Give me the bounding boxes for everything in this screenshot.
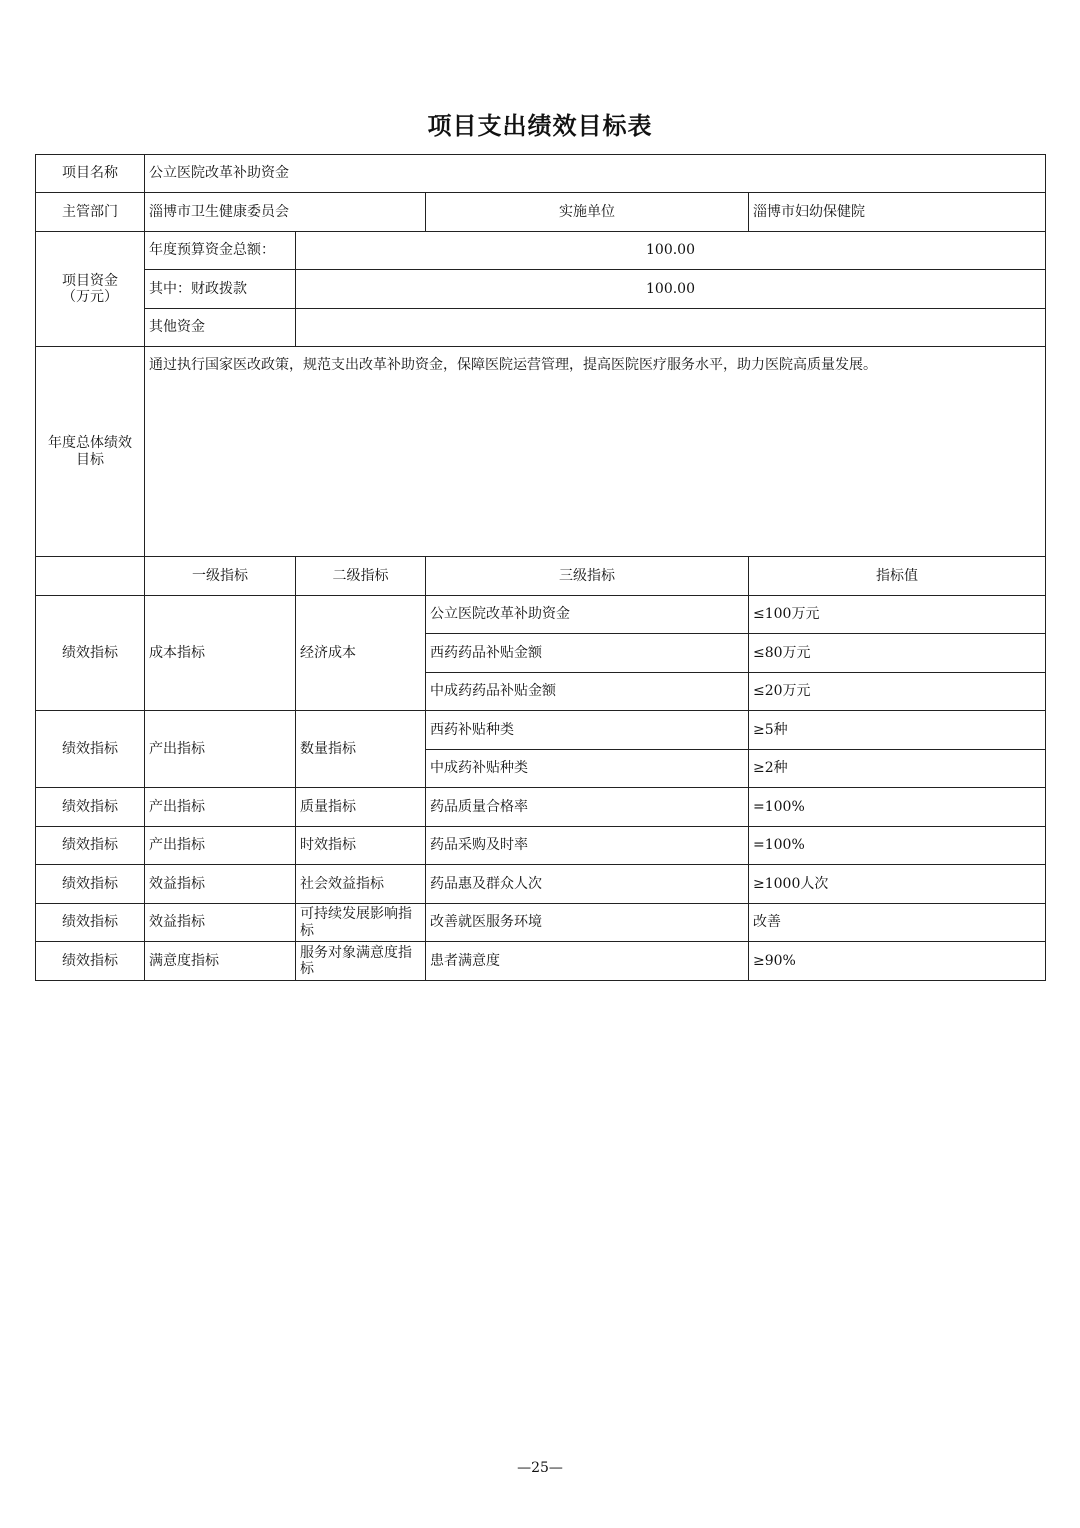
indicator-header-row — [36, 557, 1046, 596]
value-cell: ≥1000人次 — [749, 865, 1046, 904]
level2-cell: 经济成本 — [296, 596, 426, 711]
value-cell: ≤100万元 — [749, 596, 1046, 634]
header-level1: 一级指标 — [145, 557, 296, 596]
header-level2: 二级指标 — [296, 557, 426, 596]
level1-cell: 成本指标 — [145, 596, 296, 711]
level3-cell: 药品质量合格率 — [426, 788, 749, 827]
implementing-unit-value: 淄博市妇幼保健院 — [749, 193, 1046, 232]
funds-total-row — [36, 232, 1046, 270]
project-name-label: 项目名称 — [36, 155, 145, 193]
level2-cell: 数量指标 — [296, 711, 426, 788]
category-cell: 绩效指标 — [36, 827, 145, 865]
level3-cell: 药品采购及时率 — [426, 827, 749, 865]
annual-goal-row — [36, 347, 1046, 557]
page-number: —25— — [517, 1460, 563, 1476]
level3-cell: 公立医院改革补助资金 — [426, 596, 749, 634]
table-row — [36, 711, 1046, 750]
table-row — [36, 827, 1046, 865]
table-row — [36, 942, 1046, 981]
level2-cell: 社会效益指标 — [296, 865, 426, 904]
level3-cell: 西药补贴种类 — [426, 711, 749, 750]
category-cell: 绩效指标 — [36, 788, 145, 827]
level3-cell: 患者满意度 — [426, 942, 749, 981]
performance-target-table — [35, 154, 1046, 981]
value-cell: 改善 — [749, 904, 1046, 942]
level2-cell: 服务对象满意度指标 — [296, 942, 426, 981]
department-value: 淄博市卫生健康委员会 — [145, 193, 426, 232]
category-cell: 绩效指标 — [36, 711, 145, 788]
level3-cell: 药品惠及群众人次 — [426, 865, 749, 904]
level1-cell: 满意度指标 — [145, 942, 296, 981]
funds-total-label: 年度预算资金总额： — [145, 232, 296, 270]
table-row — [36, 904, 1046, 942]
level3-cell: 改善就医服务环境 — [426, 904, 749, 942]
category-cell: 绩效指标 — [36, 596, 145, 711]
level3-cell: 中成药药品补贴金额 — [426, 673, 749, 711]
funds-fiscal-row — [36, 270, 1046, 309]
page-title: 项目支出绩效目标表 — [427, 112, 653, 140]
implementing-unit-label: 实施单位 — [426, 193, 749, 232]
funds-other-label: 其他资金 — [145, 309, 296, 347]
level3-cell: 西药药品补贴金额 — [426, 634, 749, 673]
department-label: 主管部门 — [36, 193, 145, 232]
category-cell: 绩效指标 — [36, 942, 145, 981]
header-level3: 三级指标 — [426, 557, 749, 596]
annual-goal-label-line1: 年度总体绩效 — [48, 435, 132, 452]
value-cell: ≤20万元 — [749, 673, 1046, 711]
value-cell: ≥2种 — [749, 750, 1046, 788]
level2-cell: 时效指标 — [296, 827, 426, 865]
project-name-row — [36, 155, 1046, 193]
level3-cell: 中成药补贴种类 — [426, 750, 749, 788]
value-cell: =100% — [749, 788, 1046, 827]
category-cell: 绩效指标 — [36, 865, 145, 904]
table-row — [36, 865, 1046, 904]
funds-total-value: 100.00 — [296, 232, 1046, 270]
funds-label-line2: （万元） — [62, 289, 118, 305]
category-cell: 绩效指标 — [36, 904, 145, 942]
funds-other-row — [36, 309, 1046, 347]
annual-goal-text: 通过执行国家医改政策，规范支出改革补助资金，保障医院运营管理，提高医院医疗服务水平，助力医院高质量发展。 — [145, 347, 1046, 557]
funds-fiscal-value: 100.00 — [296, 270, 1046, 309]
level2-cell: 可持续发展影响指标 — [296, 904, 426, 942]
value-cell: =100% — [749, 827, 1046, 865]
value-cell: ≥5种 — [749, 711, 1046, 750]
value-cell: ≥90% — [749, 942, 1046, 981]
level1-cell: 效益指标 — [145, 865, 296, 904]
project-name-value: 公立医院改革补助资金 — [145, 155, 1046, 193]
table-row — [36, 596, 1046, 634]
level1-cell: 效益指标 — [145, 904, 296, 942]
funds-other-value — [296, 309, 1046, 347]
department-row — [36, 193, 1046, 232]
level2-cell: 质量指标 — [296, 788, 426, 827]
annual-goal-label-line2: 目标 — [76, 451, 104, 468]
header-blank — [36, 557, 145, 596]
funds-label-line1: 项目资金 — [62, 272, 118, 289]
value-cell: ≤80万元 — [749, 634, 1046, 673]
level1-cell: 产出指标 — [145, 711, 296, 788]
level1-cell: 产出指标 — [145, 788, 296, 827]
funds-label — [36, 232, 145, 347]
header-value: 指标值 — [749, 557, 1046, 596]
annual-goal-label — [36, 347, 145, 557]
table-row — [36, 788, 1046, 827]
funds-fiscal-label: 其中：财政拨款 — [145, 270, 296, 309]
level1-cell: 产出指标 — [145, 827, 296, 865]
